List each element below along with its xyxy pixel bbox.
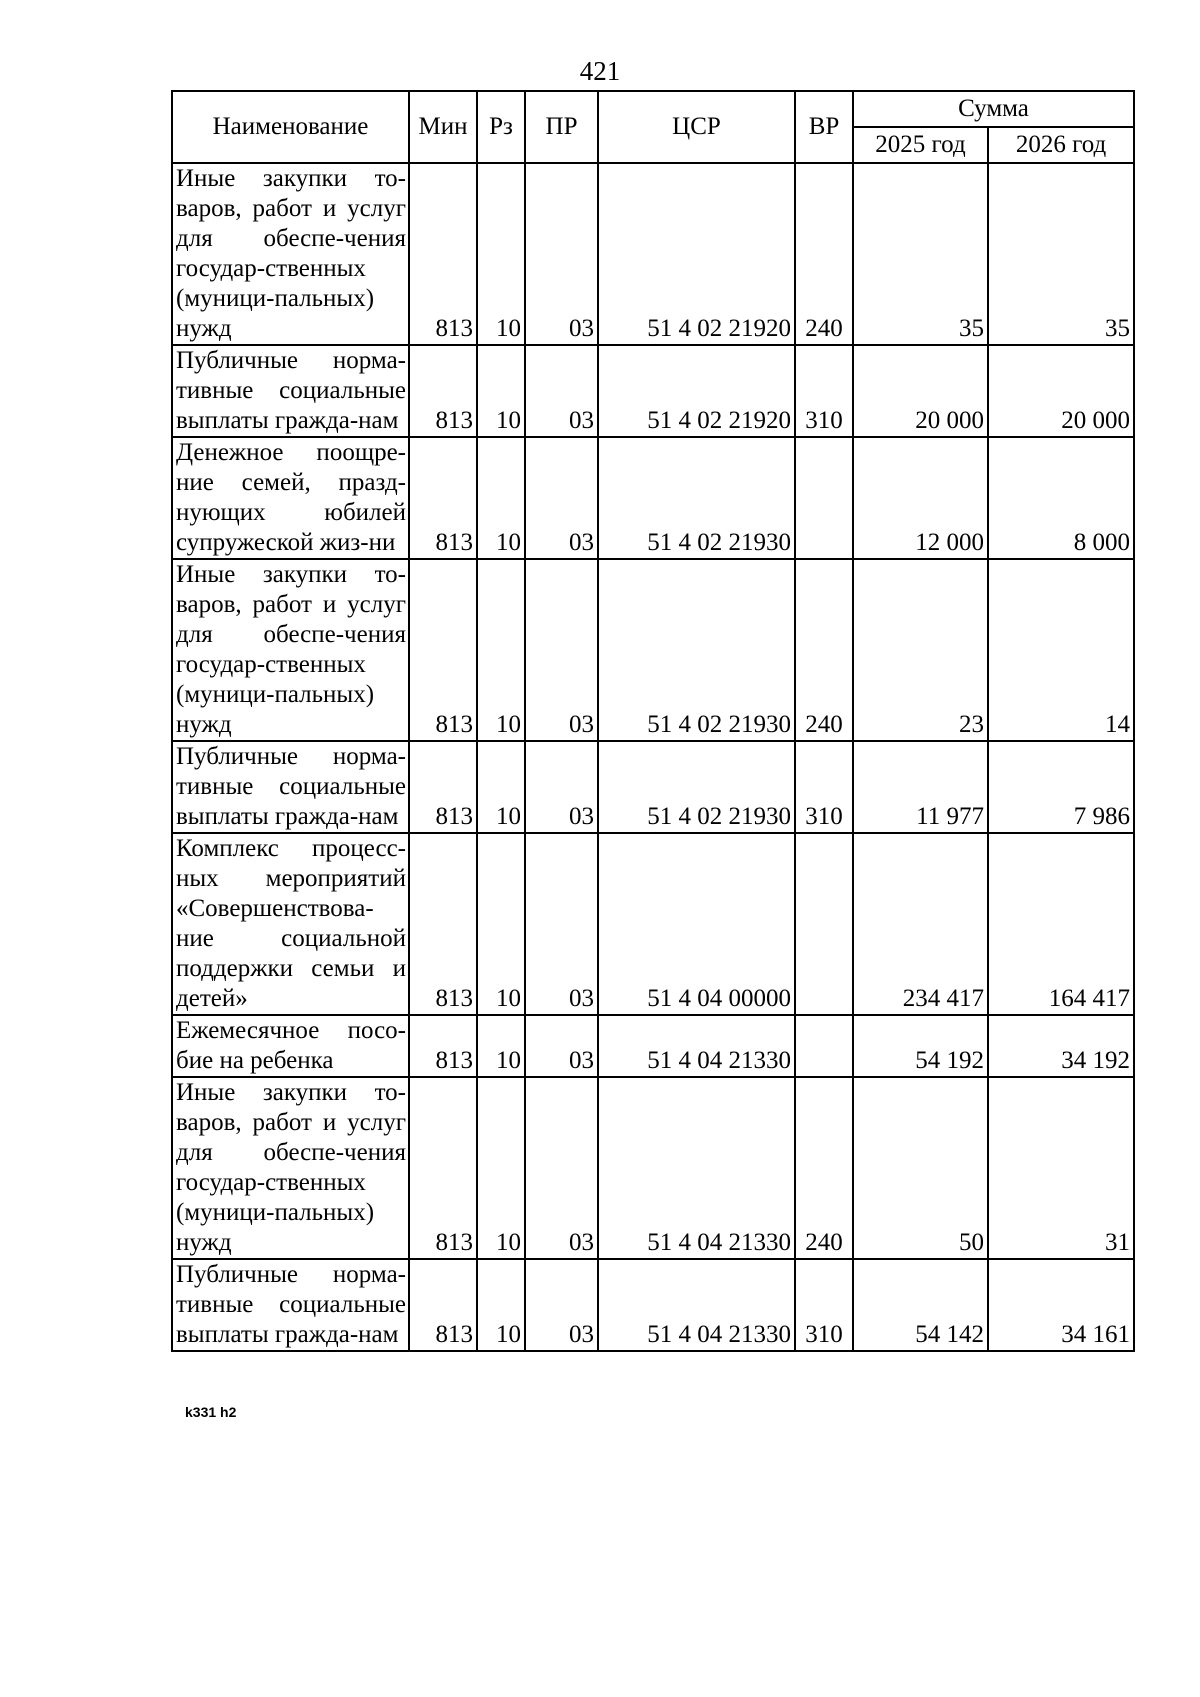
table-row [172,833,1134,1015]
cell-vr [795,437,853,559]
cell-name: Иные закупки то-варов, работ и услуг для обеспе-чения государ-ственных (муници-пальных) нужд [172,1077,409,1259]
cell-rz: 10 [477,741,525,833]
budget-table [171,90,1135,1352]
cell-name: Денежное поощре-ние семей, празд-нующих юбилей супружеской жиз-ни [172,437,409,559]
cell-amount-2025: 11 977 [853,741,988,833]
cell-csr: 51 4 04 00000 [598,833,795,1015]
cell-name: Иные закупки то-варов, работ и услуг для обеспе-чения государ-ственных (муници-пальных) нужд [172,163,409,345]
header-sum: Сумма [853,91,1134,127]
cell-amount-2026: 35 [988,163,1134,345]
cell-min: 813 [409,1015,477,1077]
table-row [172,345,1134,437]
cell-amount-2026: 20 000 [988,345,1134,437]
cell-vr: 310 [795,1259,853,1351]
cell-min: 813 [409,741,477,833]
table-row [172,1015,1134,1077]
cell-amount-2026: 8 000 [988,437,1134,559]
cell-min: 813 [409,437,477,559]
table-body [172,163,1134,1351]
cell-csr: 51 4 02 21930 [598,741,795,833]
cell-name: Комплекс процесс-ных мероприятий «Совершенствова-ние социальной поддержки семьи и детей» [172,833,409,1015]
cell-csr: 51 4 04 21330 [598,1077,795,1259]
cell-amount-2026: 31 [988,1077,1134,1259]
header-year-2026: 2026 год [988,127,1134,163]
cell-amount-2026: 7 986 [988,741,1134,833]
cell-amount-2025: 20 000 [853,345,988,437]
table-row [172,1077,1134,1259]
cell-rz: 10 [477,1015,525,1077]
cell-csr: 51 4 02 21920 [598,163,795,345]
cell-name: Ежемесячное посо-бие на ребенка [172,1015,409,1077]
cell-pr: 03 [525,163,598,345]
cell-csr: 51 4 04 21330 [598,1259,795,1351]
cell-pr: 03 [525,741,598,833]
cell-amount-2026: 14 [988,559,1134,741]
cell-vr: 240 [795,559,853,741]
cell-amount-2025: 23 [853,559,988,741]
table-row [172,741,1134,833]
cell-vr: 240 [795,163,853,345]
header-year-2025: 2025 год [853,127,988,163]
cell-name: Публичные норма-тивные социальные выплаты гражда-нам [172,741,409,833]
cell-min: 813 [409,1259,477,1351]
header-pr: ПР [525,91,598,163]
cell-rz: 10 [477,345,525,437]
cell-amount-2025: 35 [853,163,988,345]
cell-vr: 310 [795,741,853,833]
header-min: Мин [409,91,477,163]
cell-rz: 10 [477,1077,525,1259]
cell-min: 813 [409,833,477,1015]
cell-rz: 10 [477,1259,525,1351]
cell-rz: 10 [477,437,525,559]
cell-amount-2025: 234 417 [853,833,988,1015]
table-header [172,91,1134,163]
cell-min: 813 [409,559,477,741]
header-rz: Рз [477,91,525,163]
cell-amount-2025: 54 142 [853,1259,988,1351]
header-vr: ВР [795,91,853,163]
table-row [172,1259,1134,1351]
cell-amount-2025: 50 [853,1077,988,1259]
cell-pr: 03 [525,833,598,1015]
table-row [172,559,1134,741]
footer-code: k331 h2 [185,1404,237,1420]
cell-vr: 240 [795,1077,853,1259]
cell-min: 813 [409,345,477,437]
cell-pr: 03 [525,1015,598,1077]
cell-amount-2025: 54 192 [853,1015,988,1077]
cell-pr: 03 [525,1077,598,1259]
cell-vr [795,1015,853,1077]
cell-rz: 10 [477,559,525,741]
cell-name: Иные закупки то-варов, работ и услуг для обеспе-чения государ-ственных (муници-пальных) нужд [172,559,409,741]
cell-rz: 10 [477,833,525,1015]
cell-csr: 51 4 02 21930 [598,437,795,559]
page-number: 421 [579,56,621,86]
cell-min: 813 [409,163,477,345]
cell-amount-2026: 34 161 [988,1259,1134,1351]
header-name: Наименование [172,91,409,163]
cell-pr: 03 [525,559,598,741]
cell-csr: 51 4 02 21920 [598,345,795,437]
cell-pr: 03 [525,345,598,437]
cell-amount-2025: 12 000 [853,437,988,559]
header-csr: ЦСР [598,91,795,163]
cell-csr: 51 4 02 21930 [598,559,795,741]
cell-name: Публичные норма-тивные социальные выплаты гражда-нам [172,1259,409,1351]
cell-rz: 10 [477,163,525,345]
table-row [172,163,1134,345]
cell-amount-2026: 34 192 [988,1015,1134,1077]
cell-vr [795,833,853,1015]
table-row [172,437,1134,559]
cell-name: Публичные норма-тивные социальные выплаты гражда-нам [172,345,409,437]
cell-pr: 03 [525,437,598,559]
cell-min: 813 [409,1077,477,1259]
cell-csr: 51 4 04 21330 [598,1015,795,1077]
cell-amount-2026: 164 417 [988,833,1134,1015]
cell-pr: 03 [525,1259,598,1351]
cell-vr: 310 [795,345,853,437]
